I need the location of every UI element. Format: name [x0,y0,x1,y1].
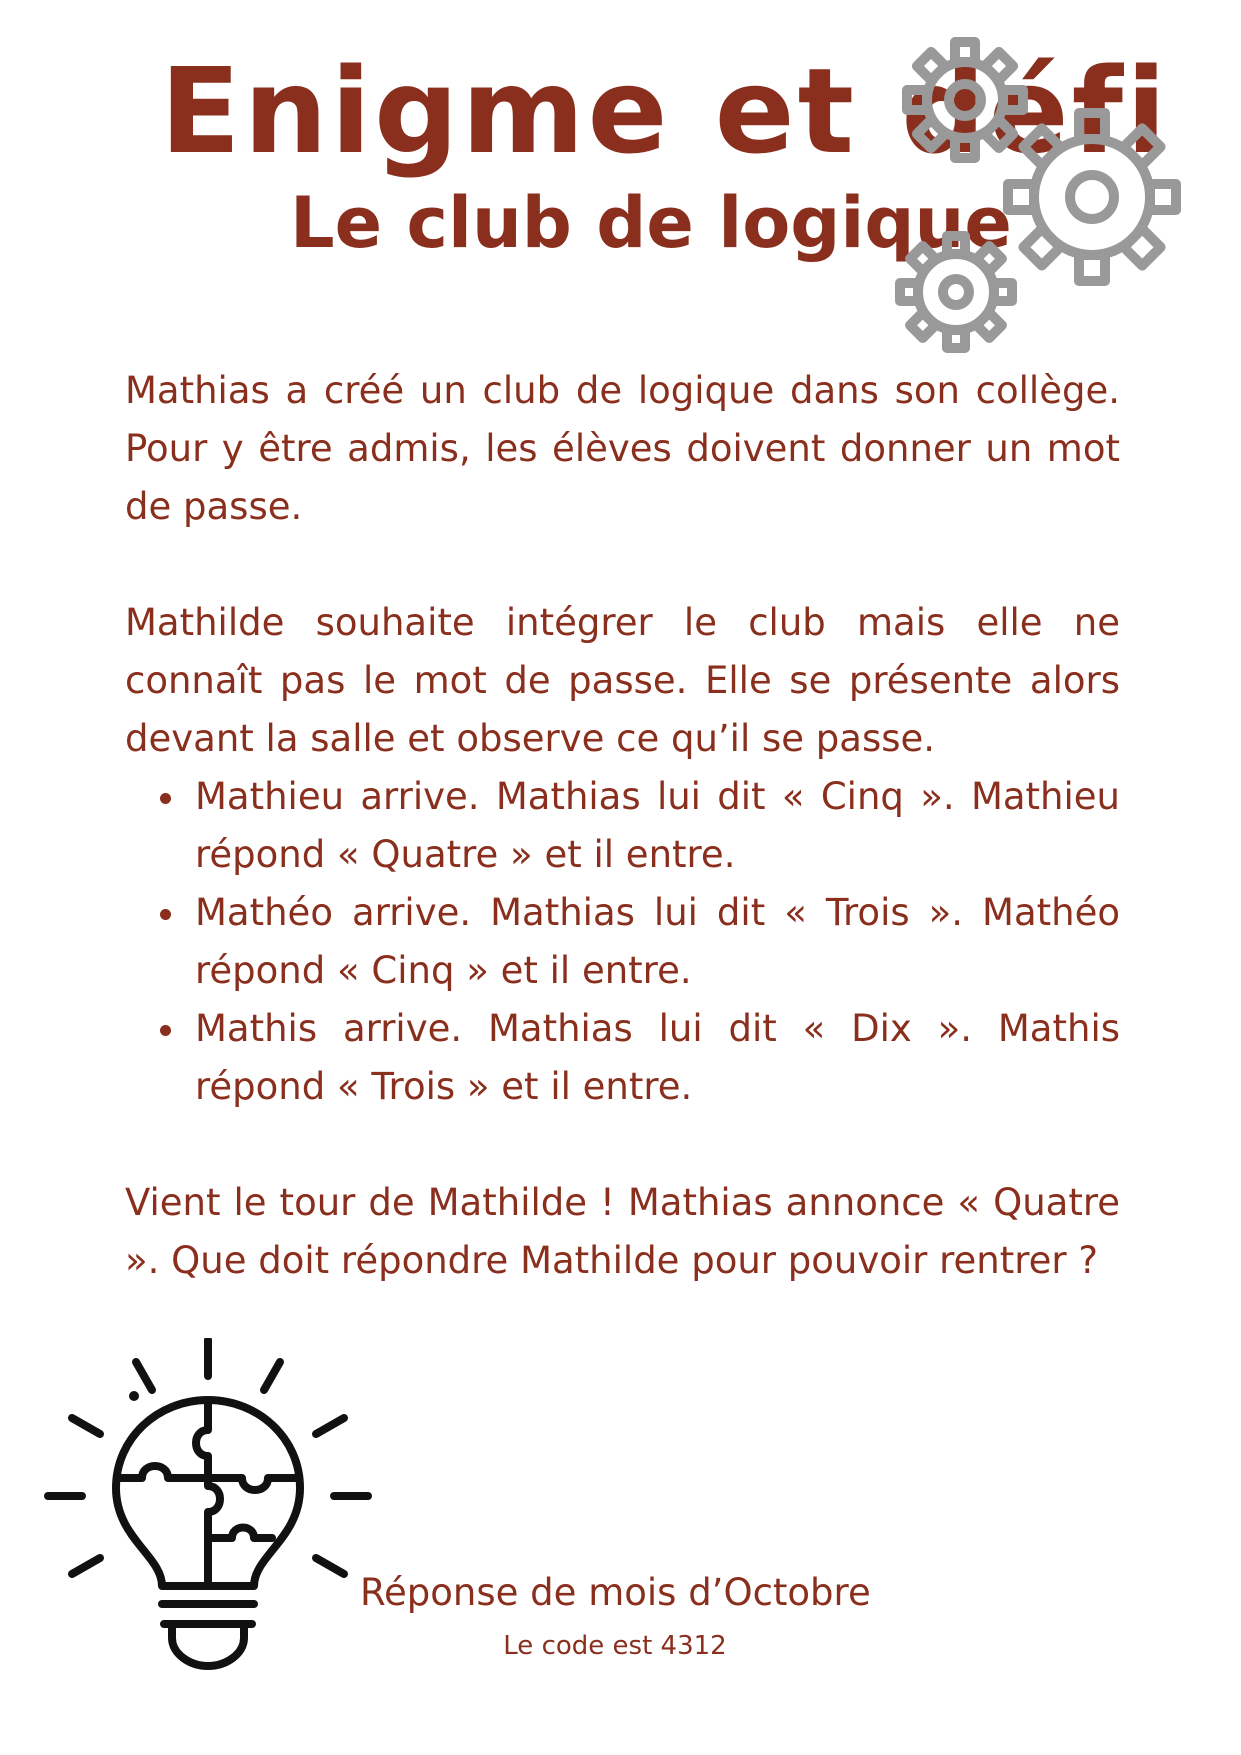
situation-paragraph: Mathilde souhaite intégrer le club mais elle ne connaît pas le mot de passe. Elle se présente alors devant la salle et observe ce qu’il se passe. [125,601,1120,760]
page-title: Enigme et défi [160,42,1170,180]
list-item: Mathéo arrive. Mathias lui dit « Trois ». Mathéo répond « Cinq » et il entre. [125,884,1120,1000]
puzzle-lightbulb-icon [40,1338,380,1678]
examples-list [125,768,1120,1116]
answer-title: Réponse de mois d’Octobre [360,1571,871,1614]
answer-code: Le code est 4312 [503,1631,727,1661]
list-item: Mathis arrive. Mathias lui dit « Dix ». Mathis répond « Trois » et il entre. [125,1000,1120,1116]
intro-paragraph: Mathias a créé un club de logique dans son collège. Pour y être admis, les élèves doivent donner un mot de passe. [125,369,1120,528]
puzzle-text [125,362,1120,1290]
gears-icon [860,20,1220,360]
page-subtitle: Le club de logique [290,182,1012,264]
question-paragraph: Vient le tour de Mathilde ! Mathias annonce « Quatre ». Que doit répondre Mathilde pour pouvoir rentrer ? [125,1181,1120,1282]
list-item: Mathieu arrive. Mathias lui dit « Cinq ». Mathieu répond « Quatre » et il entre. [125,768,1120,884]
